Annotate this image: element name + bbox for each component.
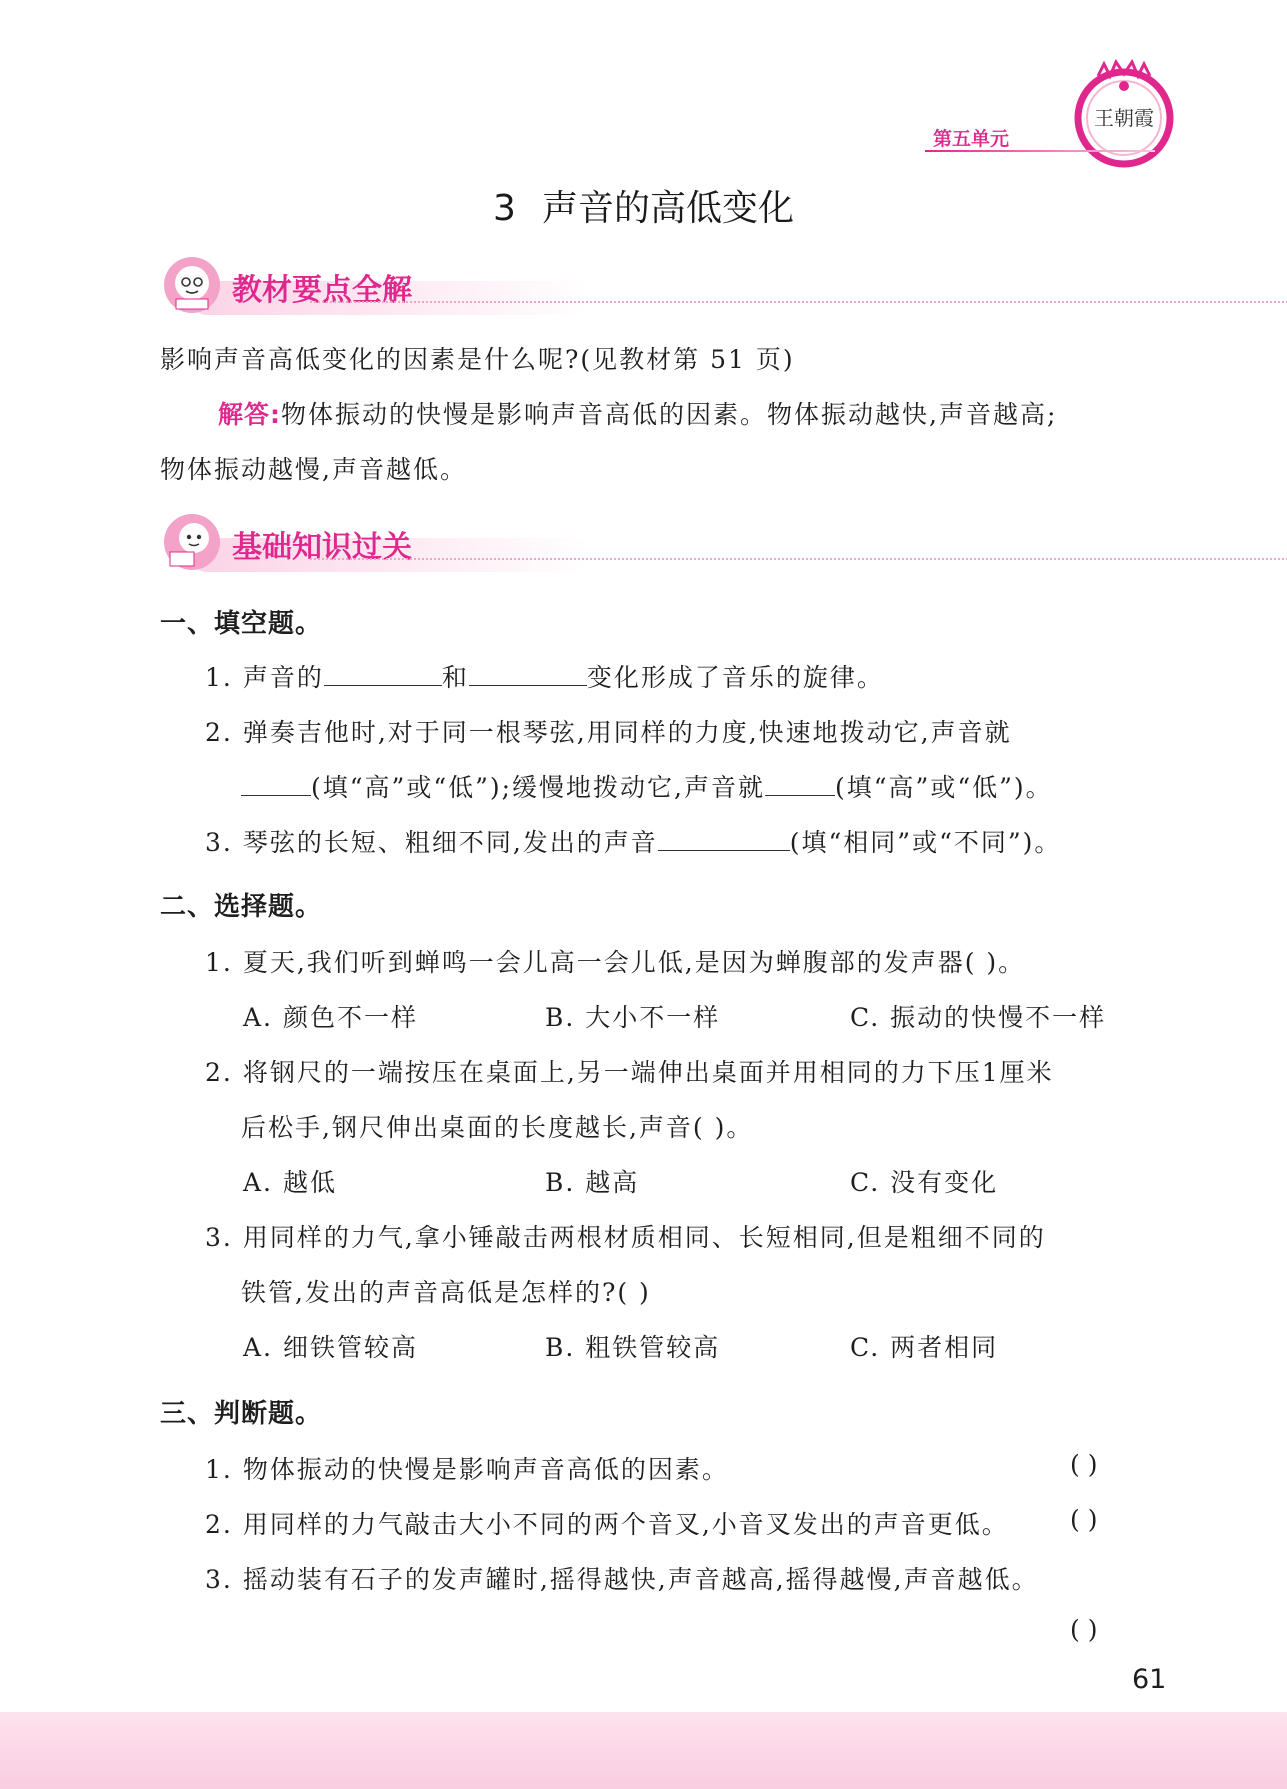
question-text: 物体振动的快慢是影响声音高低的因素。 bbox=[242, 1455, 729, 1484]
answer-text-1: 物体振动的快慢是影响声音高低的因素。物体振动越快,声音越高; bbox=[281, 400, 1058, 429]
question-number: 2. bbox=[205, 718, 233, 747]
question-text: 夏天,我们听到蝉鸣一会儿高一会儿低,是因为蝉腹部的发声器( )。 bbox=[242, 948, 1026, 977]
option-c[interactable]: C. 两者相同 bbox=[850, 1333, 999, 1362]
question-number: 3. bbox=[205, 1223, 233, 1252]
part-heading-fill: 一、填空题。 bbox=[160, 609, 323, 639]
choice-question-1 bbox=[205, 943, 1025, 979]
answer-blank[interactable] bbox=[658, 828, 790, 851]
answer-parentheses[interactable]: ( ) bbox=[1070, 1450, 1098, 1479]
dotted-divider bbox=[310, 558, 1287, 560]
unit-label: 第五单元 bbox=[933, 128, 1010, 150]
question-number: 1. bbox=[205, 948, 233, 977]
student-mascot-icon bbox=[160, 512, 226, 572]
question-text: 用同样的力气,拿小锤敲击两根材质相同、长短相同,但是粗细不同的 bbox=[242, 1223, 1046, 1252]
question-number: 3. bbox=[205, 828, 233, 857]
answer-parentheses[interactable]: ( ) bbox=[1070, 1615, 1098, 1644]
lesson-title bbox=[0, 180, 1287, 231]
page-number: 61 bbox=[1132, 1664, 1167, 1695]
answer-parentheses[interactable]: ( ) bbox=[1070, 1505, 1098, 1534]
answer-blank[interactable] bbox=[241, 773, 311, 796]
footer-band bbox=[0, 1712, 1287, 1789]
lesson-title-text: 声音的高低变化 bbox=[541, 188, 794, 229]
choice-question-2 bbox=[205, 1053, 1054, 1089]
answer-blank[interactable] bbox=[469, 663, 587, 686]
fill-question-1 bbox=[205, 658, 884, 694]
question-text: 声音的 bbox=[242, 663, 324, 692]
part-heading-judge: 三、判断题。 bbox=[160, 1399, 323, 1429]
question-number: 3. bbox=[205, 1565, 233, 1594]
option-a[interactable]: A. 颜色不一样 bbox=[243, 1003, 418, 1032]
section-title: 教材要点全解 bbox=[232, 273, 412, 308]
question-text: (填“高”或“低”);缓慢地拨动它,声音就 bbox=[311, 773, 766, 802]
question-text: 和 bbox=[441, 663, 469, 692]
option-b[interactable]: B. 大小不一样 bbox=[545, 1003, 721, 1032]
question-number: 1. bbox=[205, 1455, 233, 1484]
judge-question-3 bbox=[205, 1560, 1039, 1596]
choice-question-3-cont: 铁管,发出的声音高低是怎样的?( ) bbox=[241, 1278, 651, 1307]
judge-question-2 bbox=[205, 1505, 1009, 1541]
answer-line-2: 物体振动越慢,声音越低。 bbox=[160, 455, 467, 484]
option-c[interactable]: C. 振动的快慢不一样 bbox=[850, 1003, 1107, 1032]
question-text: 变化形成了音乐的旋律。 bbox=[586, 663, 884, 692]
question-text: (填“高”或“低”)。 bbox=[835, 773, 1053, 802]
option-b[interactable]: B. 粗铁管较高 bbox=[545, 1333, 721, 1362]
question-text: 用同样的力气敲击大小不同的两个音叉,小音叉发出的声音更低。 bbox=[242, 1510, 1009, 1539]
teacher-mascot-icon bbox=[160, 255, 226, 315]
textbook-question: 影响声音高低变化的因素是什么呢?(见教材第 51 页) bbox=[160, 345, 795, 374]
question-text: (填“相同”或“不同”)。 bbox=[789, 828, 1062, 857]
question-text: 摇动装有石子的发声罐时,摇得越快,声音越高,摇得越慢,声音越低。 bbox=[242, 1565, 1039, 1594]
choice-question-3 bbox=[205, 1218, 1046, 1254]
option-a[interactable]: A. 细铁管较高 bbox=[243, 1333, 418, 1362]
section-header-basic-knowledge bbox=[160, 512, 1160, 576]
fill-question-2 bbox=[205, 713, 1012, 749]
lesson-number: 3 bbox=[493, 188, 516, 229]
question-text: 弹奏吉他时,对于同一根琴弦,用同样的力度,快速地拨动它,声音就 bbox=[242, 718, 1012, 747]
answer-label: 解答: bbox=[218, 400, 281, 429]
fill-question-2-cont bbox=[241, 768, 1053, 804]
section-title: 基础知识过关 bbox=[232, 530, 412, 565]
brand-logo bbox=[1068, 58, 1180, 170]
judge-question-1 bbox=[205, 1450, 729, 1486]
section-header-textbook-points bbox=[160, 255, 1160, 319]
fill-question-3 bbox=[205, 823, 1061, 859]
svg-text:王朝霞: 王朝霞 bbox=[1094, 106, 1154, 130]
answer-blank[interactable] bbox=[324, 663, 442, 686]
option-a[interactable]: A. 越低 bbox=[243, 1168, 337, 1197]
option-c[interactable]: C. 没有变化 bbox=[850, 1168, 999, 1197]
question-text: 琴弦的长短、粗细不同,发出的声音 bbox=[242, 828, 658, 857]
choice-question-2-cont: 后松手,钢尺伸出桌面的长度越长,声音( )。 bbox=[241, 1113, 754, 1142]
unit-underline bbox=[925, 150, 1155, 152]
question-number: 1. bbox=[205, 663, 233, 692]
question-number: 2. bbox=[205, 1058, 233, 1087]
dotted-divider bbox=[310, 301, 1287, 303]
question-text: 将钢尺的一端按压在桌面上,另一端伸出桌面并用相同的力下压1厘米 bbox=[242, 1058, 1054, 1087]
question-number: 2. bbox=[205, 1510, 233, 1539]
answer-blank[interactable] bbox=[765, 773, 835, 796]
option-b[interactable]: B. 越高 bbox=[545, 1168, 640, 1197]
part-heading-choice: 二、选择题。 bbox=[160, 892, 323, 922]
answer-line-1 bbox=[218, 395, 1057, 431]
